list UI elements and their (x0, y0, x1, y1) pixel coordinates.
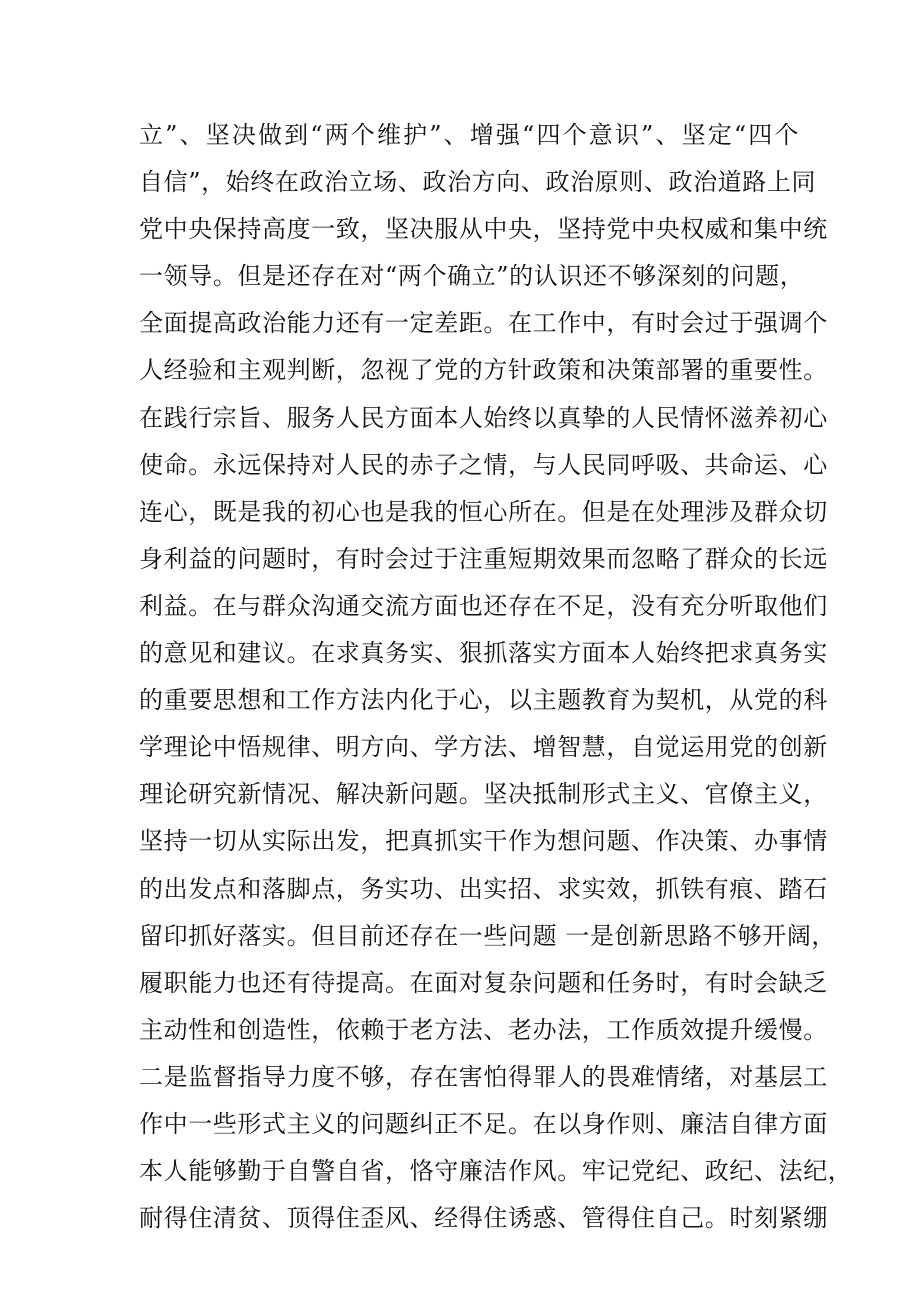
text-line: 身利益的问题时，有时会过于注重短期效果而忽略了群众的长远 (139, 544, 828, 573)
text-line: 立”、坚决做到“两个维护”、增强“四个意识”、坚定“四个 (139, 121, 799, 149)
text-line: 连心，既是我的初心也是我的恒心所在。但是在处理涉及群众切 (139, 497, 828, 526)
text-line: 留印抓好落实。但目前还存在一些问题 一是创新思路不够开阔， (139, 921, 837, 950)
text-line: 耐得住清贫、顶得住歪风、经得住诱惑、管得住自己。时刻紧绷 (139, 1204, 828, 1233)
text-line: 本人能够勤于自警自省，恪守廉洁作风。牢记党纪、政纪、法纪， (139, 1157, 853, 1186)
text-line: 自信”，始终在政治立场、政治方向、政治原则、政治道路上同 (139, 168, 817, 197)
text-line: 全面提高政治能力还有一定差距。在工作中，有时会过于强调个 (139, 309, 828, 338)
text-line: 学理论中悟规律、明方向、学方法、增智慧，自觉运用党的创新 (139, 733, 828, 762)
body-text (139, 112, 853, 1242)
text-line: 的出发点和落脚点，务实功、出实招、求实效，抓铁有痕、踏石 (139, 874, 828, 903)
text-line: 二是监督指导力度不够，存在害怕得罪人的畏难情绪，对基层工 (139, 1062, 828, 1091)
text-line: 利益。在与群众沟通交流方面也还存在不足，没有充分听取他们 (139, 591, 828, 620)
text-line: 作中一些形式主义的问题纠正不足。在以身作则、廉洁自律方面 (139, 1109, 828, 1138)
text-line: 坚持一切从实际出发，把真抓实干作为想问题、作决策、办事情 (139, 827, 828, 856)
text-line: 人经验和主观判断，忽视了党的方针政策和决策部署的重要性。 (139, 356, 828, 385)
text-line: 主动性和创造性，依赖于老方法、老办法，工作质效提升缓慢。 (139, 1015, 828, 1044)
text-line: 一领导。但是还存在对“两个确立”的认识还不够深刻的问题， (139, 262, 805, 291)
text-line: 理论研究新情况、解决新问题。坚决抵制形式主义、官僚主义， (139, 780, 828, 809)
text-line: 的重要思想和工作方法内化于心，以主题教育为契机，从党的科 (139, 686, 828, 715)
text-line: 使命。永远保持对人民的赤子之情，与人民同呼吸、共命运、心 (139, 450, 828, 479)
text-line: 党中央保持高度一致，坚决服从中央，坚持党中央权威和集中统 (139, 215, 828, 244)
text-line: 在践行宗旨、服务人民方面本人始终以真挚的人民情怀滋养初心 (139, 403, 828, 432)
text-line: 的意见和建议。在求真务实、狠抓落实方面本人始终把求真务实 (139, 639, 828, 668)
text-line: 履职能力也还有待提高。在面对复杂问题和任务时，有时会缺乏 (139, 968, 828, 997)
